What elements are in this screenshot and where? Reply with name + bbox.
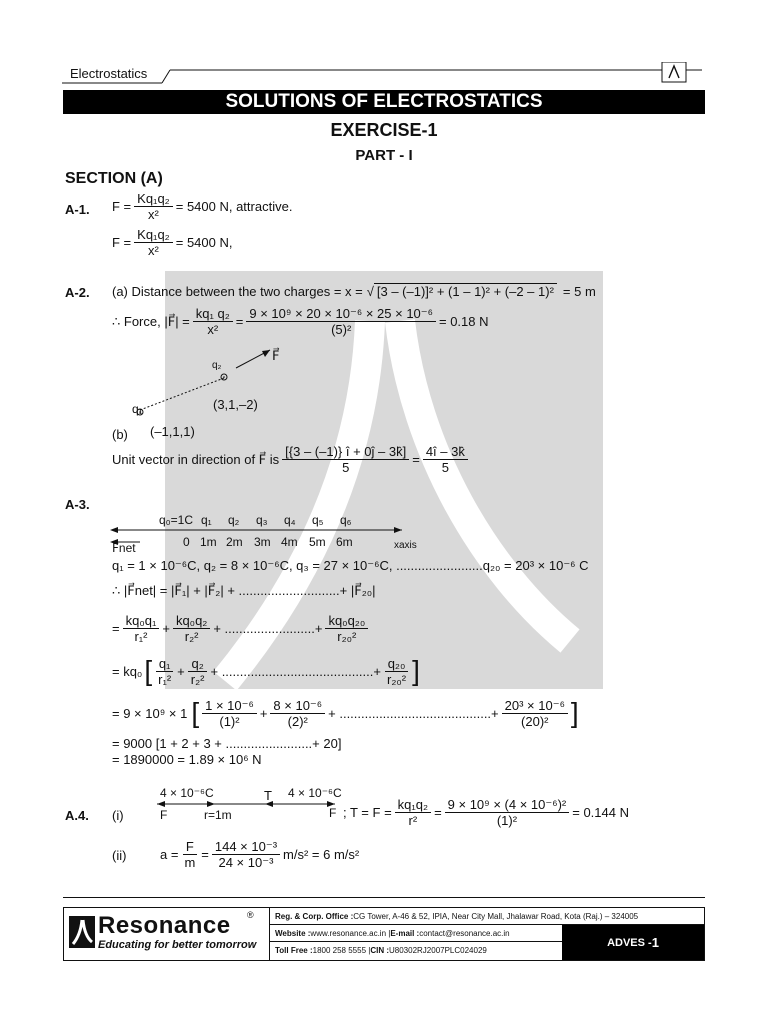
- a2-force-text: ∴ Force, |F⃗| =: [112, 313, 190, 329]
- axis-tick-6: 6m: [336, 535, 353, 549]
- axis-tick-4: 4m: [281, 535, 298, 549]
- a4-tension-line: [155, 798, 350, 814]
- a2-force-den2: (5)²: [331, 322, 352, 337]
- cin-label: CIN :: [370, 946, 389, 955]
- a3-line6: = 9000 [1 + 2 + 3 + ........................+ 20]: [112, 736, 342, 751]
- brand-tagline: Educating for better tomorrow: [98, 939, 257, 951]
- a4-equation: [343, 798, 629, 827]
- a2-force-den1: x²: [207, 322, 219, 337]
- email-label: E-mail :: [390, 928, 420, 938]
- page-number-box: [562, 925, 704, 960]
- a4-label: A.4.: [65, 808, 89, 823]
- a2-part-b: (b): [112, 427, 128, 442]
- a3-l4-t2n: q₂: [188, 657, 206, 672]
- email-text: contact@resonance.ac.in: [419, 928, 510, 938]
- a2-force-result: = 0.18 N: [439, 314, 489, 329]
- brand-reg-mark: ®: [247, 910, 254, 920]
- a3-l3-t3d: r₂₀²: [337, 629, 357, 644]
- toll-text: 1800 258 5555 |: [312, 946, 371, 955]
- axis-label-q2: q₂: [228, 513, 240, 527]
- a3-charges: q₁ = 1 × 10⁻⁶C, q₂ = 8 × 10⁻⁶C, q₃ = 27 × 10⁻⁶C, ........................q₂₀ = 20³ × 10⁻⁶ C: [112, 558, 589, 573]
- a2-force-eq: =: [235, 314, 244, 329]
- toll-label: Toll Free :: [275, 946, 313, 955]
- resonance-logo-icon: [69, 916, 95, 948]
- a2-label: A-2.: [65, 285, 90, 300]
- a4-eq-text: ; T = F =: [343, 805, 392, 820]
- a3-l5-mid: + ..........................................+: [328, 705, 499, 721]
- a2-unit-num1: [{3 – (–1)} î + 0ĵ – 3k̂]: [282, 445, 409, 460]
- part-title: PART - I: [355, 147, 413, 164]
- a1-l2-lhs: F =: [112, 235, 132, 250]
- web-label: Website :: [275, 928, 311, 938]
- a3-l5-t1n: 1 × 10⁻⁶: [202, 699, 257, 714]
- axis-label-q0: q₀=1C: [159, 513, 194, 527]
- a3-l3-mid: + .........................+: [213, 621, 323, 636]
- a2-force-num2: 9 × 10⁹ × 20 × 10⁻⁶ × 25 × 10⁻⁶: [246, 307, 436, 322]
- footer: [63, 907, 705, 961]
- axis-label-q4: q₄: [284, 513, 296, 527]
- a1-line2: [112, 228, 232, 257]
- axis-label-q3: q₃: [256, 513, 268, 527]
- a4-top-right: 4 × 10⁻⁶C: [288, 786, 342, 800]
- a2-unit-eq: =: [412, 452, 420, 467]
- a4-a-den2: 24 × 10⁻³: [218, 855, 274, 870]
- exercise-title: EXERCISE-1: [330, 120, 438, 140]
- a4-a-den1: m: [184, 855, 196, 870]
- a4-eq-mid: =: [434, 805, 442, 820]
- a3-line4: = kq₀ [ $\frac{\text{q₁}}{\text{r₁²}}$ + $\frac{\text{q₂}}{\text{r₂²}}$ + ..........................................+ $\frac{\text{q₂₀}}{\text{r₂₀²}}$ ]: [112, 655, 420, 687]
- a3-l4-lhs: = kq₀: [112, 663, 143, 679]
- a3-l5-t1d: (1)²: [219, 713, 240, 729]
- axis-tick-1: 1m: [200, 535, 217, 549]
- reg-text: CG Tower, A-46 & 52, IPIA, Near City Mall, Jhalawar Road, Kota (Raj.) – 324005: [353, 911, 639, 921]
- a4-a-eq: =: [201, 847, 209, 862]
- header-rule: [62, 62, 702, 90]
- a3-l4-t3n: q₂₀: [385, 657, 409, 672]
- axis-label-q5: q₅: [312, 513, 324, 527]
- a1-l1-num: Kq₁q₂: [134, 192, 173, 207]
- a1-l1-den: x²: [148, 207, 159, 222]
- a2-distance: (a) Distance between the two charges = x = √ [3 – (–1)]² + (1 – 1)² + (–2 – 1)² = 5 m: [112, 283, 596, 299]
- a4-mid-r: r=1m: [204, 808, 232, 822]
- a3-l3-t1d: r₁²: [134, 629, 148, 644]
- a2-vector-figure: [110, 340, 310, 430]
- page-number: 1: [651, 935, 659, 950]
- fig-F: F⃗: [272, 348, 280, 363]
- fig-q2: q₂: [212, 360, 222, 371]
- a2-unit-text: Unit vector in direction of F⃗ is: [112, 451, 280, 467]
- a3-l3-t2d: r₂²: [184, 629, 199, 644]
- page-code: ADVES -: [607, 936, 652, 949]
- a3-l3-eq: =: [112, 621, 120, 636]
- fig-coord1: (–1,1,1): [150, 424, 195, 439]
- axis-label-q1: q₁: [201, 513, 212, 527]
- a3-sum: ∴ |F⃗net| = |F⃗₁| + |F⃗₂| + ............................+ |F⃗₂₀|: [112, 583, 376, 598]
- axis-tick-2: 2m: [226, 535, 243, 549]
- a4-part-i: (i): [112, 808, 124, 823]
- a4-eq-den2: (1)²: [496, 813, 518, 828]
- a1-l2-rhs: = 5400 N,: [175, 235, 233, 250]
- a4-left-F: F: [160, 808, 168, 822]
- a3-l3-t3n: kq₀q₂₀: [325, 614, 368, 629]
- a1-l1-rhs: = 5400 N, attractive.: [175, 199, 293, 214]
- a2-force: [112, 307, 489, 336]
- a3-line3: = $\frac{\text{kq₀q₁}}{\text{r₁²}}$ + $\frac{\text{kq₀q₂}}{\text{r₂²}}$ + .........................+ $\frac{\text{kq₀q₂₀}}{\text{r₂₀²}}$: [112, 614, 371, 643]
- a4-eq-result: = 0.144 N: [572, 805, 629, 820]
- a3-l3-t1n: kq₀q₁: [123, 614, 160, 629]
- a3-l5-t2d: (2)²: [287, 713, 308, 729]
- a3-l3-t2n: kq₀q₂: [173, 614, 210, 629]
- a2-unit: [112, 445, 471, 474]
- reg-label: Reg. & Corp. Office :: [275, 911, 354, 921]
- a3-line7: = 1890000 = 1.89 × 10⁶ N: [112, 752, 262, 767]
- a3-l4-t1d: r₁²: [158, 671, 172, 687]
- a4-eq-den1: r²: [408, 813, 418, 828]
- a1-l2-num: Kq₁q₂: [134, 228, 173, 243]
- a3-l5-t2n: 8 × 10⁻⁶: [270, 699, 325, 714]
- a4-top-left: 4 × 10⁻⁶C: [160, 786, 214, 800]
- axis-label-q6: q₆: [340, 513, 352, 527]
- a3-l4-t2d: r₂²: [190, 671, 205, 687]
- a1-l2-den: x²: [148, 243, 159, 258]
- a3-fnet: F⃗net: [112, 541, 136, 555]
- a4-a-rhs: m/s² = 6 m/s²: [283, 847, 360, 862]
- page-title: SOLUTIONS OF ELECTROSTATICS: [63, 90, 705, 114]
- a4-a-num1: F: [183, 840, 197, 855]
- a3-l4-t3d: r₂₀²: [386, 671, 407, 687]
- footer-reg-row: [270, 908, 705, 925]
- footer-rule: [63, 897, 705, 898]
- a1-line1: [112, 192, 292, 221]
- a4-a-lhs: a =: [160, 847, 179, 862]
- fig-coord2: (3,1,–2): [213, 397, 258, 412]
- axis-tick-0: 0: [183, 535, 190, 549]
- section-title: SECTION (A): [65, 170, 163, 187]
- a3-l5-t3n: 20³ × 10⁻⁶: [502, 699, 568, 714]
- a3-l5-lhs: = 9 × 10⁹ × 1: [112, 705, 188, 721]
- a2-distance-root: [3 – (–1)]² + (1 – 1)² + (–2 – 1)²: [374, 283, 557, 299]
- a4-top-T: T: [264, 788, 272, 803]
- a2-unit-num2: 4î – 3k̂: [423, 445, 468, 460]
- a4-right-F: F: [329, 806, 337, 820]
- a4-part-ii: (ii): [112, 848, 127, 863]
- a3-l4-t1n: q₁: [156, 657, 174, 672]
- a3-l5-t3d: (20)²: [521, 713, 549, 729]
- header-subject: Electrostatics: [70, 66, 148, 81]
- a4-accel: [160, 840, 359, 869]
- a4-eq-num1: kq₁q₂: [395, 798, 431, 813]
- cin-text: U80302RJ2007PLC024029: [389, 946, 487, 955]
- a2-force-num1: kq₁ q₂: [193, 307, 233, 322]
- a2-unit-den1: 5: [342, 460, 350, 475]
- axis-tick-5: 5m: [309, 535, 326, 549]
- fig-q1: q₁: [132, 402, 143, 416]
- a4-eq-num2: 9 × 10⁹ × (4 × 10⁻⁶)²: [445, 798, 570, 813]
- web-text: www.resonance.ac.in |: [310, 928, 391, 938]
- axis-tick-3: 3m: [254, 535, 271, 549]
- a2-distance-result: = 5 m: [562, 283, 596, 299]
- a1-label: A-1.: [65, 202, 90, 217]
- a3-l4-mid: + ..........................................+: [210, 663, 381, 679]
- a3-line5: = 9 × 10⁹ × 1 [ $\frac{\text{1 × 10⁻⁶}}{\text{(1)²}}$ + $\frac{\text{8 × 10⁻⁶}}{\text{(2)²}}$ + ..........................................+ $\frac{\text{20³ × 10⁻⁶}}{\text{(20)²}}$ ]: [112, 697, 579, 729]
- a2-unit-den2: 5: [441, 460, 449, 475]
- a4-a-num2: 144 × 10⁻³: [212, 840, 280, 855]
- a1-l1-lhs: F =: [112, 199, 132, 214]
- brand-name: Resonance: [98, 912, 231, 939]
- a3-xaxis: xaxis: [394, 540, 417, 551]
- a3-label: A-3.: [65, 497, 90, 512]
- a2-distance-text: (a) Distance between the two charges = x =: [112, 283, 363, 299]
